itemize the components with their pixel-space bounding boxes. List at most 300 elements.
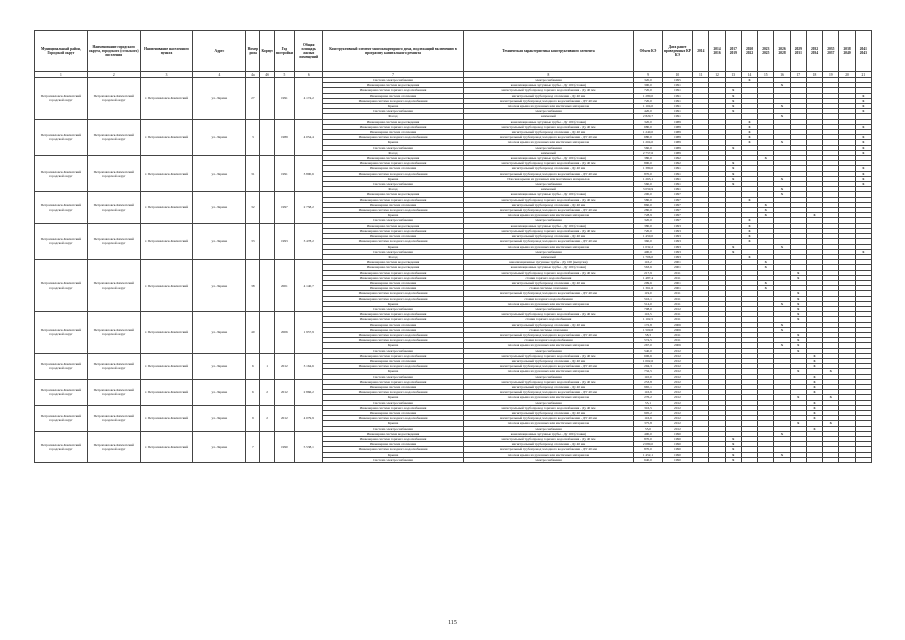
period-mark-cell: X [725,171,741,176]
column-header: 2017 2019 [725,31,741,72]
prev-repair-date-cell: 1991 [662,104,692,109]
house-year-cell: 1989 [274,119,294,155]
prev-repair-date-cell: 1989 [662,130,692,135]
characteristic-cell: магистральный трубопровод отопления - Ду 40 мм [463,93,634,98]
period-mark-cell [774,457,790,462]
characteristic-cell: стояки системы отопления [463,327,634,332]
period-mark-cell [741,457,757,462]
characteristic-cell: магистральный трубопровод холодного водоснабжения - ДУ 40 мм [463,171,634,176]
period-mark-cell: X [806,400,822,405]
characteristic-cell: магистральный трубопровод холодного водоснабжения - ДУ 40 мм [463,291,634,296]
characteristic-cell: магистральный трубопровод горячего водоснабжения - Ду 40 мм [463,379,634,384]
volume-cell: 276,2 [634,395,662,400]
house-area-cell: 1 957,9 [295,312,323,354]
house-addr-cell: ул. Ларина [193,260,246,312]
column-number: 13 [725,72,741,78]
column-number: 15 [758,72,774,78]
column-number: 14 [741,72,757,78]
element-cell: Инженерная система водоотведения [323,119,463,124]
characteristic-cell: камменый [463,114,634,119]
prev-repair-date-cell: 1991 [662,88,692,93]
characteristic-cell: плоская крыша из рулонных или мастичных материалов [463,140,634,145]
characteristic-cell: стояки холодного водоснабжения [463,296,634,301]
prev-repair-date-cell: 1991 [662,182,692,187]
element-cell: Инженерная система холодного водоснабжения [323,338,463,343]
period-mark-cell: X [774,343,790,348]
prev-repair-date-cell: 2011 [662,317,692,322]
characteristic-cell: магистральный трубопровод отопления - Ду 40 мм [463,234,634,239]
house-year-cell: 1990 [274,431,294,462]
period-mark-cell: X [774,140,790,145]
characteristic-cell: магистральный трубопровод горячего водоснабжения - Ду 40 мм [463,124,634,129]
element-cell: Система электроснабжения [323,348,463,353]
prev-repair-date-cell: 1993 [662,234,692,239]
characteristic-cell: электроснабжения [463,348,634,353]
element-cell: Инженерная система холодного водоснабжения [323,135,463,140]
column-header: 2020 2022 [741,31,757,72]
element-cell: Крыша [323,452,463,457]
prev-repair-date-cell: 1997 [662,202,692,207]
element-cell: Инженерная система отопления [323,93,463,98]
house-addr-cell: ул. Ларина [193,431,246,462]
volume-cell: 905,2 [634,411,662,416]
column-header: Общая площадь жилых помещений [295,31,323,72]
period-mark-cell: X [806,405,822,410]
period-mark-cell [839,457,855,462]
characteristic-cell: электроснабжения [463,78,634,83]
element-cell: Инженерная система горячего водоснабжения [323,88,463,93]
characteristic-cell: магистральный трубопровод отопления - Ду 40 мм [463,442,634,447]
volume-cell: 708,0 [634,306,662,311]
volume-cell: 1 487,4 [634,275,662,280]
period-mark-cell: X [741,197,757,202]
house-mr-cell: Петропавловск-Камчатский городской округ [35,379,88,405]
house-k-cell [260,312,274,354]
volume-cell: 890,0 [634,161,662,166]
element-cell: Инженерная система холодного водоснабжения [323,208,463,213]
house-mr-cell: Петропавловск-Камчатский городской округ [35,405,88,431]
element-cell: Инженерная система отопления [323,411,463,416]
period-mark-cell: X [725,98,741,103]
prev-repair-date-cell: 1997 [662,213,692,218]
house-area-cell: 4 174,2 [295,78,323,120]
prev-repair-date-cell: 2012 [662,364,692,369]
volume-cell: 870,0 [634,447,662,452]
period-mark-cell: X [774,301,790,306]
column-header: Номер дома [246,31,260,72]
element-cell: Инженерная система холодного водоснабжения [323,332,463,337]
prev-repair-date-cell: 1993 [662,244,692,249]
volume-cell: 1 280,0 [634,93,662,98]
house-addr-cell: ул. Ларина [193,156,246,192]
element-cell: Инженерная система отопления [323,384,463,389]
prev-repair-date-cell: 2012 [662,348,692,353]
column-number: 5 [274,72,294,78]
period-mark-cell: X [758,260,774,265]
house-mr-cell: Петропавловск-Камчатский городской округ [35,192,88,223]
house-gp-cell: Петропавловск-Камчатский городской округ [87,156,140,192]
element-cell: Инженерная система отопления [323,358,463,363]
period-mark-cell: X [725,93,741,98]
characteristic-cell: канализационные чугунные трубы - Ду 100 (стояки) [463,265,634,270]
prev-repair-date-cell: 1989 [662,150,692,155]
characteristic-cell: электроснабжения [463,145,634,150]
prev-repair-date-cell: 1997 [662,197,692,202]
period-mark-cell: X [806,390,822,395]
column-header: Техническая характеристика конструктивного элемента [463,31,634,72]
column-header: 2029 2031 [790,31,806,72]
period-mark-cell: X [855,104,871,109]
house-np-cell: г. Петропавловск-Камчатский [140,405,193,431]
period-mark-cell: X [741,130,757,135]
volume-cell: 116,5 [634,312,662,317]
volume-cell: 1 263,1 [634,176,662,181]
period-mark-cell: X [725,145,741,150]
column-number: 16 [774,72,790,78]
element-cell: Фасад [323,254,463,259]
prev-repair-date-cell: 2006 [662,327,692,332]
column-number: 9 [634,72,662,78]
column-number: 6 [295,72,323,78]
characteristic-cell: канализационные чугунные трубы - Ду 100 (стояки) [463,119,634,124]
period-mark-cell: X [790,348,806,353]
element-cell: Крыша [323,395,463,400]
prev-repair-date-cell: 2011 [662,338,692,343]
volume-cell: 640,0 [634,457,662,462]
prev-repair-date-cell: 2012 [662,426,692,431]
prev-repair-date-cell: 1997 [662,192,692,197]
prev-repair-date-cell: 2001 [662,280,692,285]
characteristic-cell: стояки горячего водоснабжения [463,317,634,322]
element-cell: Инженерная система горячего водоснабжения [323,197,463,202]
prev-repair-date-cell: 2011 [662,312,692,317]
period-mark-cell: X [855,176,871,181]
house-gp-cell: Петропавловск-Камчатский городской округ [87,119,140,155]
period-mark-cell: X [741,140,757,145]
period-mark-cell: X [725,447,741,452]
characteristic-cell: магистральный трубопровод холодного водоснабжения - ДУ 40 мм [463,390,634,395]
period-mark-cell: X [855,166,871,171]
element-cell: Система электроснабжения [323,374,463,379]
characteristic-cell: электроснабжения [463,249,634,254]
house-np-cell: г. Петропавловск-Камчатский [140,119,193,155]
element-cell: Крыша [323,213,463,218]
volume-cell: 253,8 [634,379,662,384]
house-gp-cell: Петропавловск-Камчатский городской округ [87,353,140,379]
characteristic-cell: плоская крыша из рулонных или мастичных материалов [463,104,634,109]
prev-repair-date-cell: 2012 [662,353,692,358]
period-mark-cell: X [741,228,757,233]
volume-cell: 320,0 [634,218,662,223]
element-cell: Инженерная система водоотведения [323,260,463,265]
house-addr-cell: ул. Ларина [193,353,246,379]
house-num-cell: 27 [246,78,260,120]
prev-repair-date-cell: 1993 [662,223,692,228]
house-k-cell [260,223,274,259]
prev-repair-date-cell: 2006 [662,322,692,327]
column-number: 11 [693,72,709,78]
element-cell: Инженерная система холодного водоснабжения [323,171,463,176]
volume-cell: 116,9 [634,390,662,395]
characteristic-cell: магистральный трубопровод холодного водоснабжения - ДУ 40 мм [463,208,634,213]
period-mark-cell: X [790,338,806,343]
page-number: 115 [448,620,457,626]
column-header: 2035 2037 [823,31,839,72]
element-cell: Инженерная система отопления [323,166,463,171]
volume-cell: 516,1 [634,296,662,301]
period-mark-cell: X [758,265,774,270]
period-mark-cell: X [774,327,790,332]
characteristic-cell: плоская крыша из рулонных или мастичных материалов [463,452,634,457]
house-np-cell: г. Петропавловск-Камчатский [140,223,193,259]
house-year-cell: 1991 [274,156,294,192]
prev-repair-date-cell: 1989 [662,119,692,124]
element-cell: Инженерная система горячего водоснабжения [323,161,463,166]
period-mark-cell: X [758,202,774,207]
column-number: 3 [140,72,193,78]
period-mark-cell: X [790,296,806,301]
period-mark-cell: X [806,353,822,358]
house-k-cell [260,156,274,192]
house-mr-cell: Петропавловск-Камчатский городской округ [35,353,88,379]
characteristic-cell: плоская крыша из рулонных или мастичных материалов [463,369,634,374]
element-cell: Инженерная система отопления [323,322,463,327]
characteristic-cell: магистральный трубопровод горячего водоснабжения - Ду 40 мм [463,88,634,93]
prev-repair-date-cell: 1990 [662,457,692,462]
prev-repair-date-cell: 1995 [662,78,692,83]
house-gp-cell: Петропавловск-Камчатский городской округ [87,78,140,120]
element-cell: Инженерная система холодного водоснабжения [323,416,463,421]
house-num-cell: 9 [246,405,260,431]
volume-cell: 110,0 [634,374,662,379]
characteristic-cell: магистральный трубопровод горячего водоснабжения - Ду 40 мм [463,405,634,410]
characteristic-cell: магистральный трубопровод горячего водоснабжения - Ду 40 мм [463,161,634,166]
element-cell: Инженерная система холодного водоснабжения [323,296,463,301]
house-addr-cell: ул. Ларина [193,119,246,155]
house-year-cell: 2012 [274,353,294,379]
period-mark-cell: X [790,317,806,322]
volume-cell: 55,0 [634,426,662,431]
prev-repair-date-cell: 1993 [662,239,692,244]
characteristic-cell: канализационные чугунные трубы - Ду 100 (стояки) [463,156,634,161]
capital-repair-table [34,30,872,463]
prev-repair-date-cell: 1991 [662,166,692,171]
period-mark-cell: X [790,306,806,311]
house-gp-cell: Петропавловск-Камчатский городской округ [87,405,140,431]
house-np-cell: г. Петропавловск-Камчатский [140,192,193,223]
characteristic-cell: стояки холодного водоснабжения [463,338,634,343]
period-mark-cell: X [823,421,839,426]
period-mark-cell: X [823,395,839,400]
element-cell: Инженерная система холодного водоснабжения [323,98,463,103]
prev-repair-date-cell: 2011 [662,275,692,280]
table-header [35,31,872,78]
volume-cell: 860,0 [634,202,662,207]
house-np-cell: г. Петропавловск-Камчатский [140,78,193,120]
prev-repair-date-cell: 1989 [662,145,692,150]
element-cell: Инженерная система горячего водоснабжения [323,353,463,358]
prev-repair-date-cell: 1993 [662,254,692,259]
prev-repair-date-cell: 1991 [662,98,692,103]
element-cell: Инженерная система водоотведения [323,431,463,436]
characteristic-cell: магистральный трубопровод отопления - Ду 40 мм [463,130,634,135]
element-cell: Инженерная система горячего водоснабжения [323,405,463,410]
prev-repair-date-cell: 2012 [662,395,692,400]
house-np-cell: г. Петропавловск-Камчатский [140,379,193,405]
prev-repair-date-cell: 1991 [662,171,692,176]
period-mark-cell: X [725,88,741,93]
period-mark-cell: X [806,426,822,431]
house-area-cell: 2 758,2 [295,192,323,223]
period-mark-cell: X [741,119,757,124]
characteristic-cell: магистральный трубопровод холодного водоснабжения - ДУ 40 мм [463,332,634,337]
volume-cell: 606,6 [634,353,662,358]
element-cell: Инженерная система отопления [323,286,463,291]
volume-cell: 728,9 [634,213,662,218]
column-header: 2023 2025 [758,31,774,72]
volume-cell: 380,0 [634,156,662,161]
element-cell: Инженерная система горячего водоснабжения [323,124,463,129]
element-cell: Система электроснабжения [323,457,463,462]
period-mark-cell: X [741,223,757,228]
period-mark-cell: X [774,104,790,109]
period-mark-cell: X [806,379,822,384]
house-mr-cell: Петропавловск-Камчатский городской округ [35,260,88,312]
column-number: 17 [790,72,806,78]
house-area-cell: 4 054,4 [295,119,323,155]
period-mark-cell: X [790,395,806,400]
characteristic-cell: магистральный трубопровод отопления - Ду 40 мм [463,280,634,285]
characteristic-cell: электроснабжения [463,457,634,462]
volume-cell: 680,0 [634,124,662,129]
characteristic-cell: камменый [463,254,634,259]
house-addr-cell: ул. Ларина [193,405,246,431]
characteristic-cell: магистральный трубопровод холодного водоснабжения - ДУ 40 мм [463,135,634,140]
house-area-cell: 2 866,2 [295,379,323,405]
element-cell: Инженерная система горячего водоснабжения [323,270,463,275]
characteristic-cell: магистральный трубопровод отопления - Ду 40 мм [463,322,634,327]
column-header: Объем КЭ [634,31,662,72]
period-mark-cell: X [725,176,741,181]
characteristic-cell: магистральный трубопровод отопления - Ду 40 мм [463,411,634,416]
column-header: Год постройки [274,31,294,72]
volume-cell: 1 002,6 [634,358,662,363]
house-area-cell: 3 164,6 [295,353,323,379]
house-addr-cell: ул. Ларина [193,192,246,223]
element-cell: Крыша [323,421,463,426]
prev-repair-date-cell: 1991 [662,176,692,181]
characteristic-cell: магистральный трубопровод холодного водоснабжения - ДУ 40 мм [463,447,634,452]
element-cell: Фасад [323,150,463,155]
house-gp-cell: Петропавловск-Камчатский городской округ [87,312,140,354]
period-mark-cell: X [855,171,871,176]
element-cell: Фасад [323,114,463,119]
prev-repair-date-cell: 1990 [662,442,692,447]
column-header: Муниципальный район, Городской округ [35,31,88,72]
volume-cell: 316,5 [634,405,662,410]
element-cell: Фасад [323,187,463,192]
period-mark-cell: X [774,114,790,119]
element-cell: Инженерная система горячего водоснабжения [323,437,463,442]
period-mark-cell: X [758,208,774,213]
prev-repair-date-cell: 1997 [662,218,692,223]
period-mark-cell: X [774,244,790,249]
prev-repair-date-cell: 2012 [662,390,692,395]
column-number: 4а [246,72,260,78]
column-number: 8 [463,72,634,78]
characteristic-cell: магистральный трубопровод горячего водоснабжения - Ду 40 мм [463,228,634,233]
period-mark-cell: X [774,431,790,436]
prev-repair-date-cell: 2001 [662,286,692,291]
characteristic-cell: Плоская крыша из рулонных или мастичных материалов [463,176,634,181]
volume-cell: 217,9 [634,270,662,275]
prev-repair-date-cell: 1991 [662,93,692,98]
column-number: 4 [193,72,246,78]
characteristic-cell: стояки горячего водоснабжения [463,275,634,280]
characteristic-cell: магистральный трубопровод горячего водоснабжения - Ду 40 мм [463,270,634,275]
prev-repair-date-cell: 1989 [662,140,692,145]
volume-cell: 1 452,1 [634,452,662,457]
prev-repair-date-cell: 2001 [662,260,692,265]
period-mark-cell: X [855,135,871,140]
prev-repair-date-cell: 1997 [662,208,692,213]
volume-cell: 1 104,0 [634,104,662,109]
house-k-cell [260,78,274,120]
volume-cell: 320,0 [634,119,662,124]
volume-cell: 560,0 [634,145,662,150]
prev-repair-date-cell: 1990 [662,437,692,442]
prev-repair-date-cell: 1991 [662,114,692,119]
house-gp-cell: Петропавловск-Камчатский городской округ [87,223,140,259]
volume-cell: 119,0 [634,291,662,296]
period-mark-cell: X [855,140,871,145]
characteristic-cell: электроснабжения [463,218,634,223]
element-cell: Система электроснабжения [323,249,463,254]
period-mark-cell: X [806,411,822,416]
house-mr-cell: Петропавловск-Камчатский городской округ [35,312,88,354]
volume-cell: 2 757,6 [634,150,662,155]
column-header: Конструктивный элемент многоквартирного дома, подлежащий включению в программу капитального ремонта [323,31,463,72]
element-cell: Инженерная система водоотведения [323,223,463,228]
house-mr-cell: Петропавловск-Камчатский городской округ [35,78,88,120]
house-addr-cell: ул. Ларина [193,379,246,405]
volume-cell: 375,8 [634,421,662,426]
characteristic-cell: магистральный трубопровод холодного водоснабжения - ДУ 40 мм [463,364,634,369]
table-body [35,78,872,463]
element-cell: Инженерная система отопления [323,280,463,285]
period-mark-cell: X [774,176,790,181]
house-mr-cell: Петропавловск-Камчатский городской округ [35,223,88,259]
characteristic-cell: магистральный трубопровод отопления - Ду 40 мм [463,202,634,207]
element-cell: Крыша [323,343,463,348]
period-mark-cell: X [758,280,774,285]
prev-repair-date-cell: 2011 [662,296,692,301]
volume-cell: 870,0 [634,437,662,442]
period-mark-cell: X [725,161,741,166]
volume-cell: 720,0 [634,98,662,103]
element-cell: Инженерная система отопления [323,234,463,239]
volume-cell: 390,0 [634,83,662,88]
characteristic-cell: магистральный трубопровод горячего водоснабжения - Ду 40 мм [463,353,634,358]
house-np-cell: г. Петропавловск-Камчатский [140,260,193,312]
characteristic-cell: стояки системы отопления [463,286,634,291]
house-mr-cell: Петропавловск-Камчатский городской округ [35,431,88,462]
house-num-cell: 7 [246,431,260,462]
volume-cell: 3 059,9 [634,187,662,192]
element-cell: Система электроснабжения [323,78,463,83]
column-header: Адрес [193,31,246,72]
column-header: 2014 2016 [709,31,725,72]
